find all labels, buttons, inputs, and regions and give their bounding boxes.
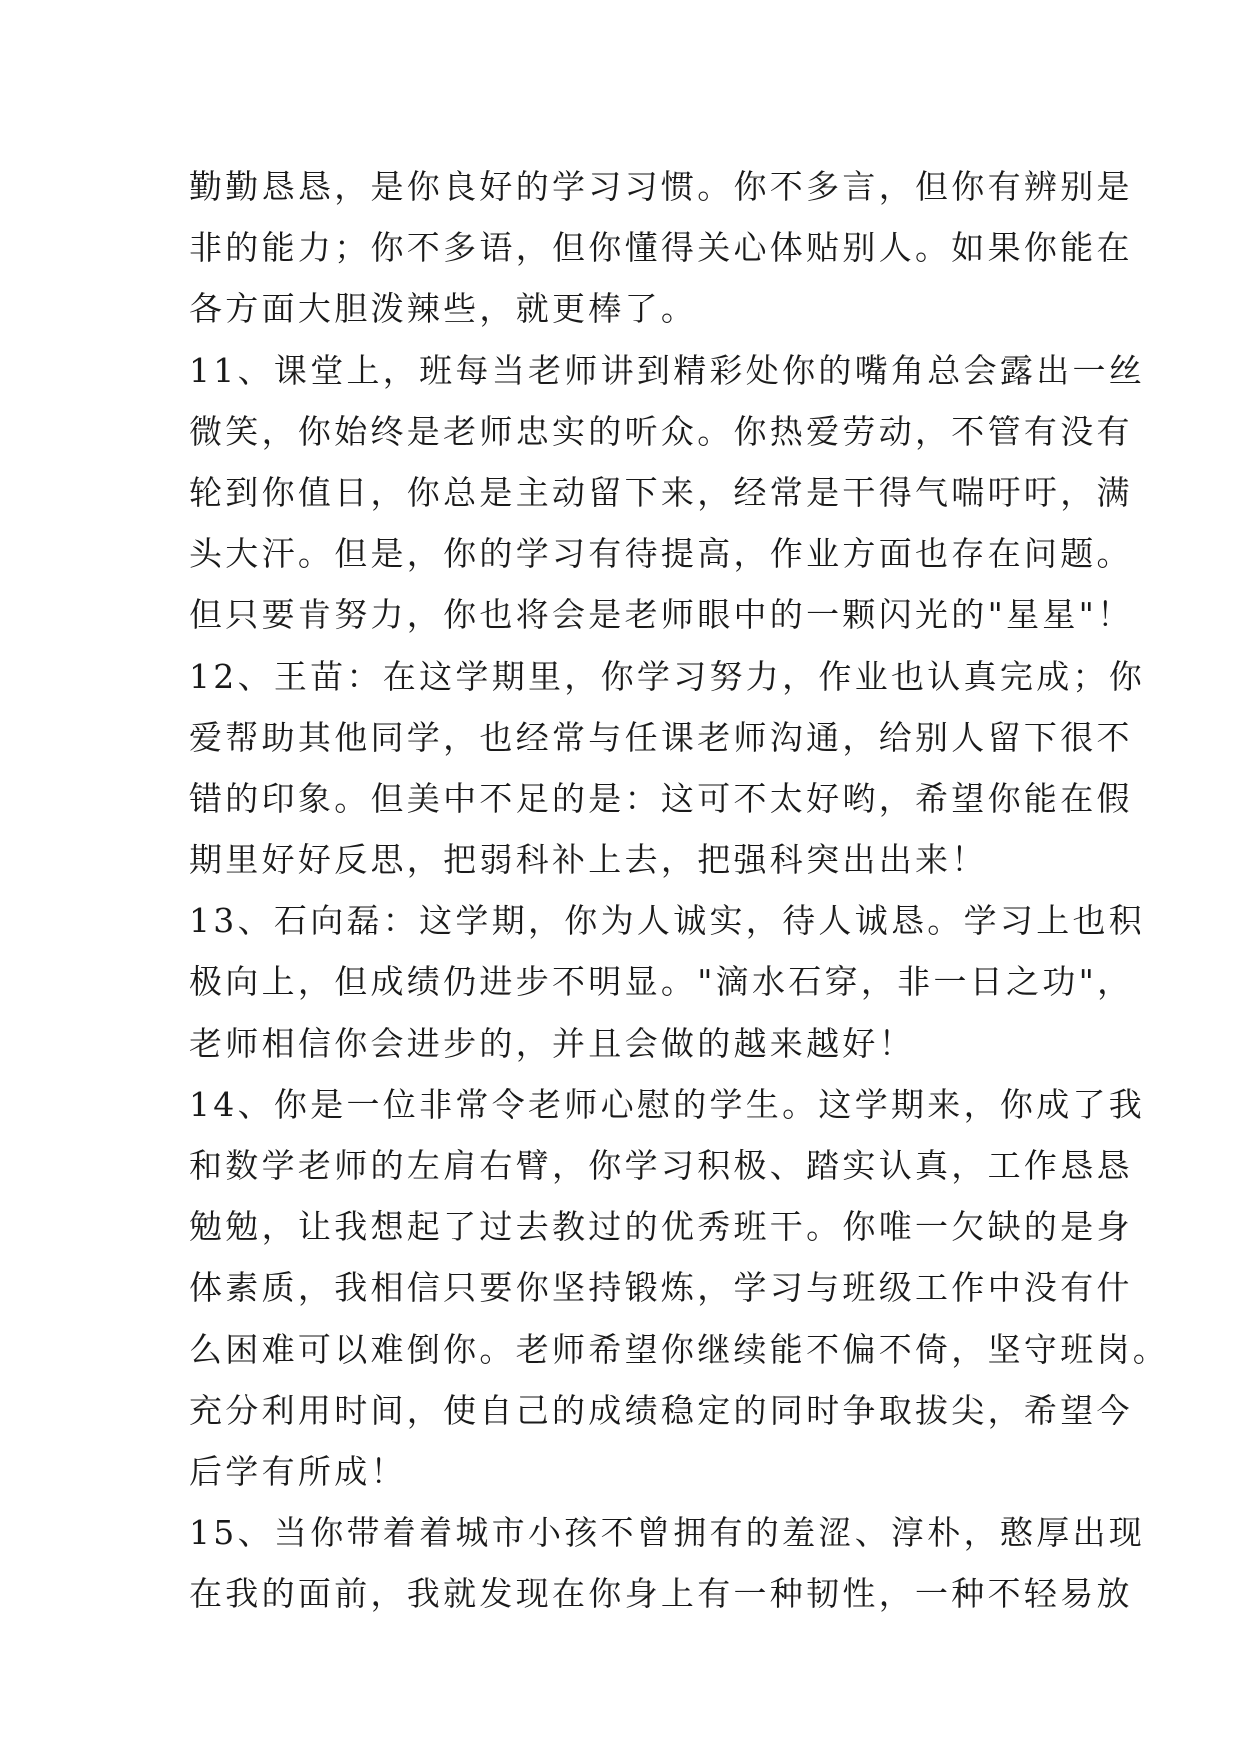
text-line: 但只要肯努力，你也将会是老师眼中的一颗闪光的"星星"！: [189, 595, 1134, 635]
text-line: 勤勤恳恳，是你良好的学习习惯。你不多言，但你有辨别是: [189, 167, 1133, 206]
text-line: 么困难可以难倒你。老师希望你继续能不偏不倚，坚守班岗。: [189, 1329, 1170, 1369]
text-line: 体素质，我相信只要你坚持锻炼，学习与班级工作中没有什: [189, 1268, 1133, 1308]
text-line: 非的能力；你不多语，但你懂得关心体贴别人。如果你能在: [189, 228, 1133, 268]
text-line: 在我的面前，我就发现在你身上有一种韧性，一种不轻易放: [189, 1574, 1133, 1614]
text-line: 13、石向磊：这学期，你为人诚实，待人诚恳。学习上也积: [189, 901, 1146, 941]
text-line: 微笑，你始终是老师忠实的听众。你热爱劳动，不管有没有: [189, 411, 1133, 451]
text-line: 错的印象。但美中不足的是：这可不太好哟，希望你能在假: [189, 778, 1133, 818]
text-line: 勉勉，让我想起了过去教过的优秀班干。你唯一欠缺的是身: [189, 1207, 1133, 1247]
text-line: 12、王苗：在这学期里，你学习努力，作业也认真完成；你: [189, 656, 1146, 696]
text-line: 充分利用时间，使自己的成绩稳定的同时争取拔尖，希望今: [189, 1390, 1133, 1430]
text-line: 各方面大胆泼辣些，就更棒了。: [189, 289, 698, 329]
text-line: 15、当你带着着城市小孩不曾拥有的羞涩、淳朴，憨厚出现: [189, 1513, 1146, 1553]
text-line: 头大汗。但是，你的学习有待提高，作业方面也存在问题。: [189, 534, 1133, 574]
text-line: 老师相信你会进步的，并且会做的越来越好！: [189, 1023, 915, 1063]
text-line: 爱帮助其他同学，也经常与任课老师沟通，给别人留下很不: [189, 717, 1133, 757]
text-line: 14、你是一位非常令老师心慰的学生。这学期来，你成了我: [189, 1084, 1146, 1124]
text-line: 和数学老师的左肩右臂，你学习积极、踏实认真，工作恳恳: [189, 1146, 1133, 1185]
text-line: 轮到你值日，你总是主动留下来，经常是干得气喘吁吁，满: [189, 472, 1133, 512]
text-line: 11、课堂上，班每当老师讲到精彩处你的嘴角总会露出一丝: [189, 350, 1146, 390]
body-text: [189, 156, 1170, 1625]
text-line: 极向上，但成绩仍进步不明显。"滴水石穿，非一日之功"，: [189, 962, 1134, 1002]
text-line: 后学有所成！: [189, 1451, 407, 1491]
text-line: 期里好好反思，把弱科补上去，把强科突出出来！: [189, 840, 988, 880]
